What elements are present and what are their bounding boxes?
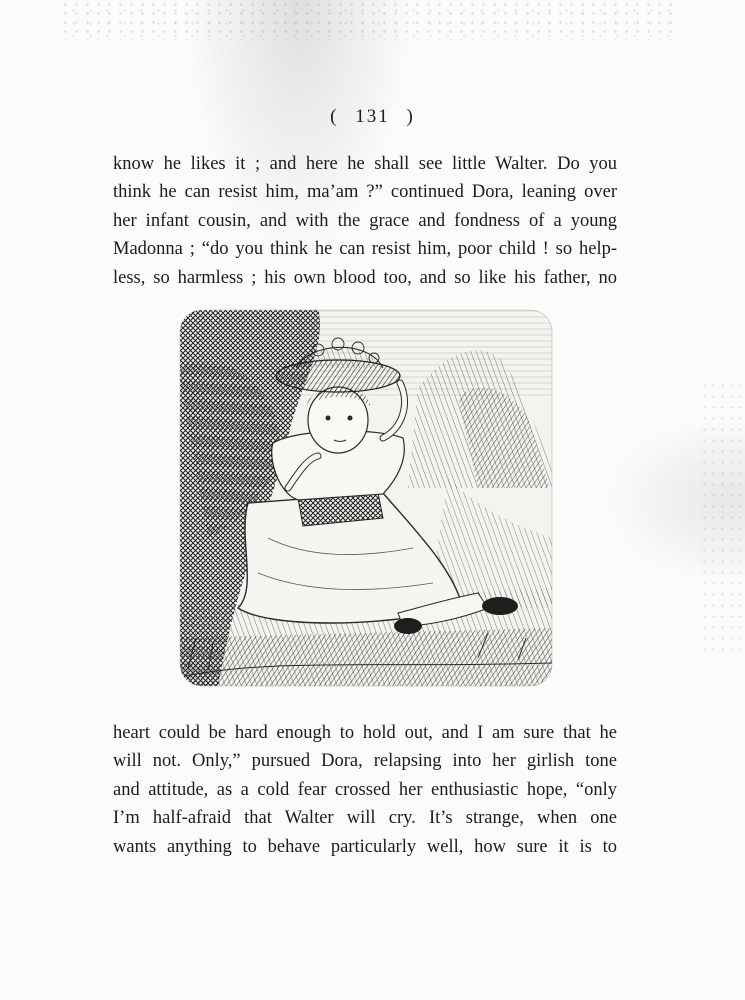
engraving-illustration — [178, 308, 554, 688]
text-line: heart could be hard enough to hold out, and I am sure that he — [113, 723, 617, 743]
text-line: and attitude, as a cold fear crossed her enthusiastic hope, “only — [113, 779, 617, 800]
paper-foxing-right — [700, 380, 745, 660]
girl-in-hayfield-engraving — [178, 308, 554, 688]
text-line: know he likes it ; and here he shall see little Walter. Do you — [113, 154, 617, 174]
paper-foxing-top — [60, 0, 680, 40]
paragraph-top — [113, 150, 617, 292]
shoe — [482, 597, 518, 615]
text-line: less, so harmless ; his own blood too, and so like his father, no — [113, 267, 617, 288]
page-number: ( 131 ) — [330, 106, 415, 127]
text-line: wants anything to behave particularly well, how sure it is to — [113, 836, 617, 857]
text-line: think he can resist him, ma’am ?” continued Dora, leaning over — [113, 182, 617, 203]
text-line: I’m half-afraid that Walter will cry. It’s strange, when one — [113, 808, 617, 829]
text-line: Madonna ; “do you think he can resist him, poor child ! so help- — [113, 239, 617, 260]
paragraph-bottom — [113, 719, 617, 861]
text-line: her infant cousin, and with the grace and fondness of a young — [113, 210, 617, 231]
text-line: will not. Only,” pursued Dora, relapsing into her girlish tone — [113, 751, 617, 772]
